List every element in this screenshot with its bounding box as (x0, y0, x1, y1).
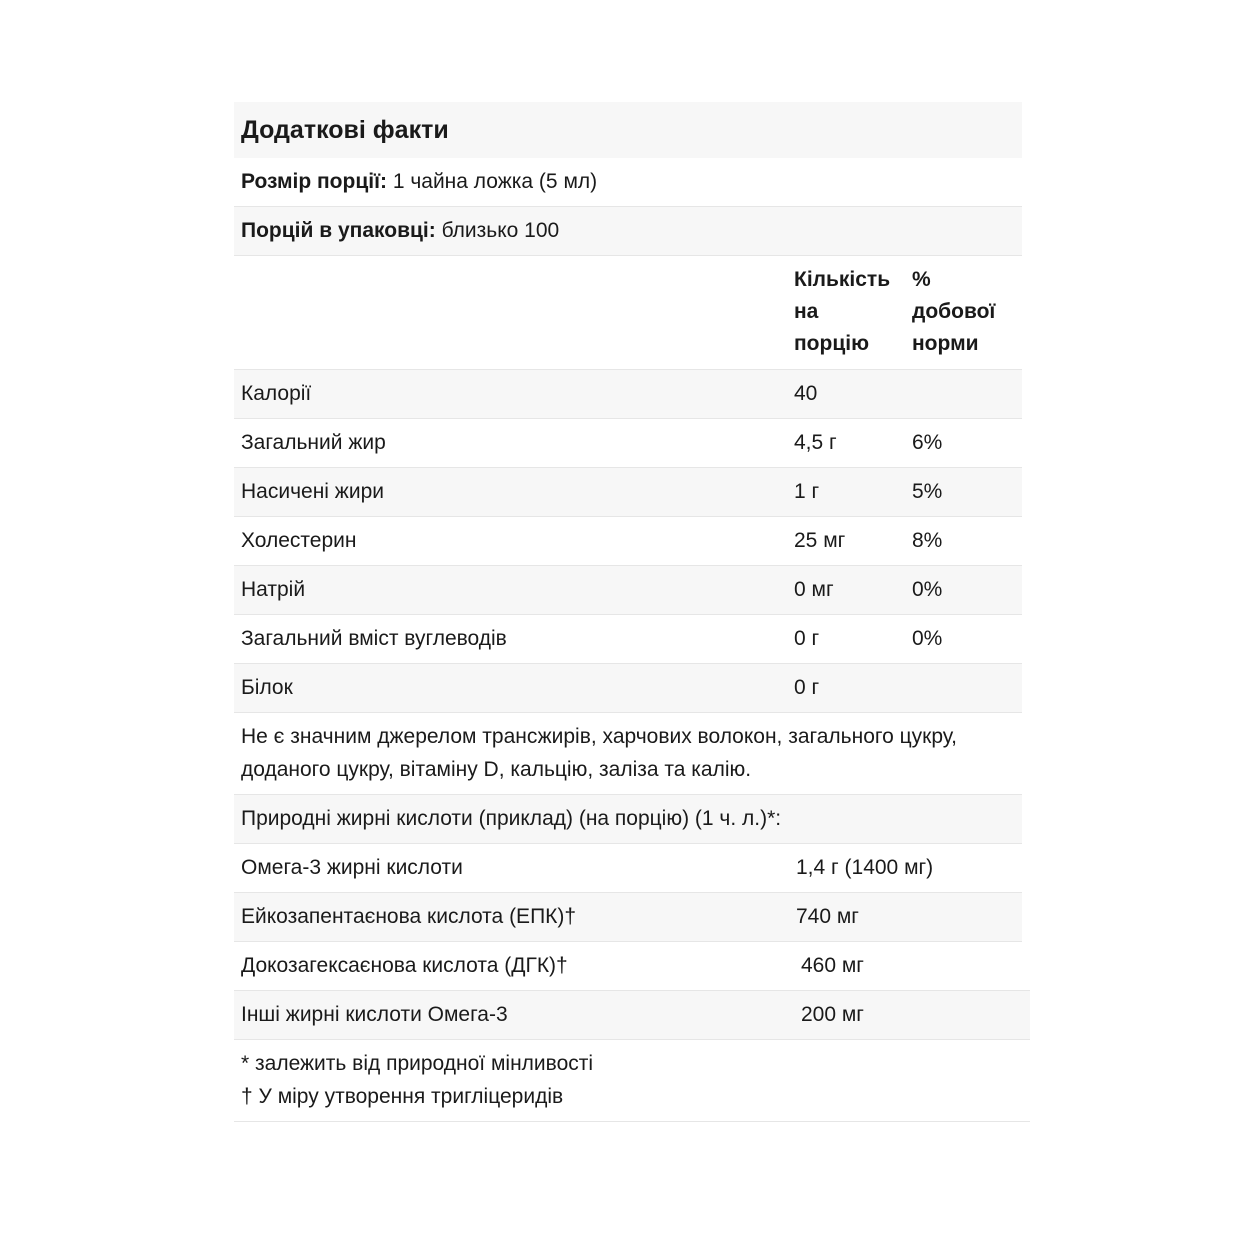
panel-title: Додаткові факти (234, 102, 1022, 158)
fatty-acid-row (234, 844, 1022, 893)
fatty-acid-name: Інші жирні кислоти Омега-3 (241, 1003, 508, 1026)
servings-label: Порцій в упаковці: (241, 219, 436, 242)
nutrient-amount: 4,5 г (794, 431, 837, 454)
nutrient-name: Білок (241, 676, 293, 699)
fatty-acid-value: 200 мг (801, 1003, 864, 1026)
nutrient-amount: 0 г (794, 676, 820, 699)
nutrient-amount: 25 мг (794, 529, 846, 552)
nutrient-dv: 0% (912, 578, 943, 601)
nutrient-name: Насичені жири (241, 480, 384, 503)
nutrient-dv: 8% (912, 529, 943, 552)
daily-value-header: % добової норми (912, 268, 996, 355)
nutrient-name: Загальний вміст вуглеводів (241, 627, 507, 650)
nutrient-dv: 5% (912, 480, 943, 503)
nutrient-amount: 1 г (794, 480, 820, 503)
fatty-acids-header: Природні жирні кислоти (приклад) (на порцію) (1 ч. л.)*: (234, 795, 1022, 844)
nutrient-name: Холестерин (241, 529, 357, 552)
footnotes: * залежить від природної мінливості † У міру утворення тригліцеридів (234, 1040, 1030, 1122)
nutrient-row (234, 370, 1022, 419)
column-header-row (234, 256, 1022, 370)
supplement-facts-panel (234, 102, 1022, 1122)
nutrient-row (234, 664, 1022, 713)
fatty-acid-row (234, 991, 1030, 1040)
fatty-acid-row (234, 942, 1030, 991)
servings-per-container-row (234, 207, 1022, 256)
serving-size-label: Розмір порції: (241, 170, 387, 193)
amount-per-serving-header: Кількість на порцію (794, 268, 891, 355)
fatty-acid-value: 740 мг (796, 905, 859, 928)
serving-size-value: 1 чайна ложка (5 мл) (392, 170, 598, 193)
nutrient-name: Загальний жир (241, 431, 386, 454)
nutrient-row (234, 566, 1022, 615)
fatty-acid-value: 460 мг (801, 954, 864, 977)
fatty-acid-row (234, 893, 1022, 942)
nutrient-row (234, 419, 1022, 468)
nutrient-row (234, 517, 1022, 566)
nutrient-amount: 0 мг (794, 578, 834, 601)
fatty-acid-name: Докозагексаєнова кислота (ДГК)† (241, 954, 568, 977)
nutrient-row (234, 615, 1022, 664)
servings-value: близько 100 (441, 219, 560, 242)
nutrient-name: Калорії (241, 382, 312, 405)
fatty-acid-name: Омега-3 жирні кислоти (241, 856, 463, 879)
fatty-acid-name: Ейкозапентаєнова кислота (ЕПК)† (241, 905, 577, 928)
fatty-acid-value: 1,4 г (1400 мг) (796, 856, 934, 879)
nutrient-amount: 40 (794, 382, 818, 405)
nutrient-dv: 6% (912, 431, 943, 454)
nutrient-row (234, 468, 1022, 517)
nutrient-amount: 0 г (794, 627, 820, 650)
not-significant-note: Не є значним джерелом трансжирів, харчових волокон, загального цукру, доданого цукру, вітаміну D, кальцію, заліза та калію. (234, 713, 1022, 795)
serving-size-row (234, 158, 1022, 207)
nutrient-name: Натрій (241, 578, 306, 601)
nutrient-dv: 0% (912, 627, 943, 650)
